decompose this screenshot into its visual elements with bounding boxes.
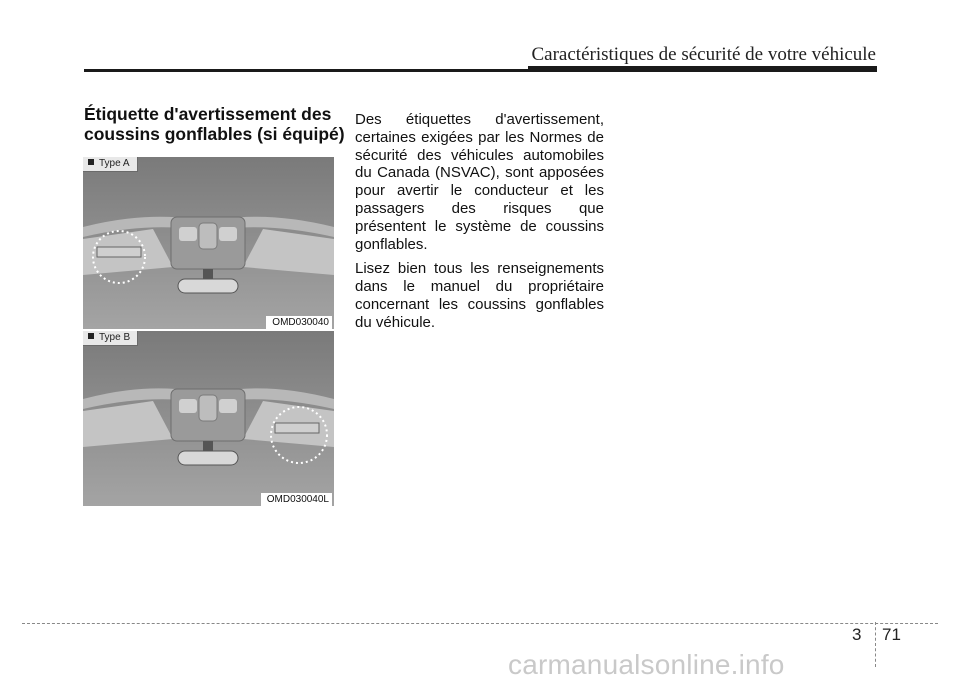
- section-title-line-1: Étiquette d'avertissement des: [84, 104, 332, 124]
- figure-type-a: [83, 157, 334, 329]
- type-a-tag: [83, 157, 138, 172]
- paragraph-1: Des étiquettes d'avertissement, certaines exigées par les Normes de sécurité des véhicules automobiles du Canada (NSVAC), sont apposées pour avertir le conducteur et les passagers des risques que présentent le système de coussins gonflables.: [355, 111, 604, 253]
- footer-rule: [22, 623, 938, 624]
- paragraph-2: Lisez bien tous les renseignements dans le manuel du propriétaire concernant les coussins gonflables du véhicule.: [355, 260, 604, 331]
- watermark: carmanualsonline.info: [508, 649, 785, 680]
- header-rule-accent: [528, 66, 877, 72]
- section-title: [84, 104, 354, 144]
- body-text: [355, 111, 604, 339]
- page-number-divider: [875, 622, 876, 667]
- chapter-title: Caractéristiques de sécurité de votre véhicule: [531, 44, 876, 65]
- section-title-line-2: coussins gonflables (si équipé): [84, 124, 345, 144]
- figure-type-b: [83, 331, 334, 506]
- headliner-illustration-a: [83, 157, 334, 329]
- chapter-number: 3: [852, 625, 862, 644]
- figure-code-a: OMD030040: [266, 316, 332, 329]
- square-bullet-icon: [88, 159, 94, 165]
- page-number: 71: [882, 625, 901, 644]
- square-bullet-icon: [88, 333, 94, 339]
- headliner-illustration-b: [83, 331, 334, 506]
- type-b-label: Type B: [99, 332, 131, 343]
- figure-code-b: OMD030040L: [261, 493, 332, 506]
- type-a-label: Type A: [99, 158, 130, 169]
- type-b-tag: [83, 331, 138, 346]
